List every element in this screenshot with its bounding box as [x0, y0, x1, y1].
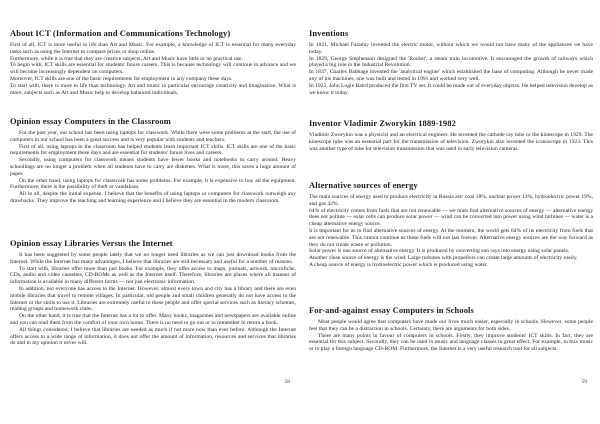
section-about-ict — [10, 29, 296, 96]
paragraph: 64% of electricity comes from fuels that are not renewable — we must find alternative sources of energy — alternative energy does not pollute — solar cells can produce solar power — wind can be converted into power using wind turbines — water is a cheap alternative energy source. — [309, 207, 593, 228]
section-inventor-zworykin — [309, 119, 593, 152]
paragraph: In 1829, George Stephenson designed the 'Rocket', a steam train locomotive. It encouraged the growth of railways which played a big role in the Industrial Revolution. — [309, 55, 593, 69]
paragraph: Solar power is one source of alternative energy. It is produced by converting sun rays into energy using solar panels. — [309, 248, 570, 255]
section-alternative-energy — [309, 181, 593, 269]
section-opinion-computers-classroom — [10, 117, 296, 205]
paragraph: Secondly, using computers for classwork means students have fewer books and notebooks to carry around. Heavy schoolbags are no longer a problem when all students have to carry are diskettes. What is more, this saves a huge amount of paper. — [10, 157, 296, 177]
section-opinion-libraries-internet — [10, 239, 296, 347]
paragraph: Another clean source of energy is the wind. Large turbines with propellors can create large amounts of electricity easily. — [309, 255, 578, 262]
paragraph: Moreover, ICT skills are one of the basic requirements for employment in any company these days. — [10, 75, 233, 82]
page-left — [10, 0, 296, 424]
page-number: 59 — [581, 379, 587, 385]
paragraph: To begin with, ICT skills are essential for students' future careers. This is because technology will continue to advance and we will become increasingly dependent on computers. — [10, 62, 296, 76]
paragraph: Furthermore, while it is true that they are creative subjects, Art and Music have little or no practical use. — [10, 55, 243, 62]
paragraph: All in all, despite the initial expense, I believe that the benefits of using laptops or computers for classwork outweigh any drawbacks. They improve the teaching and learning experience and I believe they are essential in the modern classroom. — [10, 191, 296, 204]
section-heading: Inventions — [309, 28, 349, 38]
paragraph: For the past year, our school has been using laptops for classwork. While there were some problems at the start, the use of computers in our school has been a great success and is very popular with students and teachers. — [10, 130, 296, 143]
paragraph: A cheap source of energy is hydroelectric power which is produced using water. — [309, 261, 488, 268]
paragraph: In 1837, Charles Babbage invented the 'analytical engine' which established the base of computing. Although he never made any of his machines, one was built and tested in 1991 and worked very well. — [309, 69, 593, 82]
paragraph: Most people would agree that computers have made our lives much easier, especially in schools. However, some people feel that they can be a distraction in schools. Certainly, there are arguments for both sides. — [309, 319, 593, 332]
paragraph: There are many points in favour of computers in schools. Firstly, they improve students' ICT skills. In fact, they are essential for this subject. Secondly, they can be used in music and language classes to great effect. For example, to mix music or to play a foreign language CD-ROM. Furthermore, the Internet is a very useful research tool for all subjects. — [309, 332, 593, 353]
paragraph: It is important for us to find alternative sources of energy. At the moment, the world gets 64% of its electricity from fuels that are not renewable. This cannot continue as these fuels will not last forever. Alternative energy sources are the way forward as they do not create waste or pollution. — [309, 227, 593, 248]
page-right — [309, 0, 593, 424]
paragraph: In 1925, John Logie Baird produced the first TV set. It could be made out of everyday objects. He helped television develop as we know it today. — [309, 82, 593, 96]
paragraph: The main sources of energy used to produce electricity in Russia are: coal 18%, nuclear power 13%, hydroelectric power 19%, and gas 42%. — [309, 194, 593, 207]
paragraph: In addition, not everyone has access to the Internet. However, almost every town and city has a library and there are even mobile libraries that travel to remote villages. In particular, old people and small children generally do not have access to the Internet or the skills to use it. Libraries are extremely useful to these people and offer special services such as literacy schemes, reading groups and homework clubs. — [10, 285, 296, 313]
paragraph: On the other hand, using laptops for classwork has some problems. For example, it is expensive to buy all the equipment. Furthermore, there is the possibility of theft or vandalism. — [10, 177, 296, 191]
paragraph: All things considered, I believe that libraries are needed as much if not more now than ever before. Although the Internet offers access to a wide range of information, it does not offer the amount of information, resources and services that libraries do and in my opinion it never will. — [10, 326, 296, 347]
paragraph: Vladimir Zworykin was a physicist and an electrical engineer. He invented the cathode ray tube or the kinescope in 1929. The kinescope tube was an essential part for the transmission of television. Zworykin also invented the iconoscope in 1923. This was another type of tube for television transmission that was used in early television cameras. — [309, 132, 593, 152]
paragraph: In 1821, Michael Faraday invented the electric motor, without which we would not have many of the appliances we have today. — [309, 42, 593, 55]
paragraph: To start with, there is more to life than technology. Art and music in particular encourage creativity and imagination. What is more, subjects such as Art and Music help to develop balanced individuals. — [10, 82, 296, 96]
paragraph: To start with, libraries offer more than just books. For example, they offer access to maps, journals, artwork, microfiche, CDs, audio and video cassettes, CD-ROMs as well as the Internet itself. Therefore, libraries are places where all manner of information is available in many different forms — not just electronic information. — [10, 265, 296, 286]
paragraph: It has been suggested by some people lately that we no longer need libraries as we can just download books from the Internet. While the Internet has many advantages, I believe that libraries are still necessary and useful for a number of reasons. — [10, 252, 296, 265]
section-heading: About ICT (Information and Communications Technology) — [10, 28, 231, 38]
paragraph: On the other hand, it is true that the Internet has a lot to offer. Many books, magazines and newspapers are available online and you can read them from the comfort of your own home. There is no need to go out or to remember to return a book. — [10, 313, 296, 326]
paragraph: First of all, using laptops in the classroom has helped students learn important ICT skills. ICT skills are one of the basic requirements for employment these days and are essential for students' future lives and careers. — [10, 143, 296, 157]
paragraph: First of all, ICT is more useful in life than Art and Music. For example, a knowledge of ICT is essential for many everyday tasks such as using the Internet to compare prices or shop online. — [10, 42, 296, 55]
section-heading: Opinion essay Libraries Versus the Internet — [10, 238, 173, 248]
section-heading: Inventor Vladimir Zworykin 1889-1982 — [309, 118, 456, 128]
page-number: 58 — [284, 379, 290, 385]
section-for-and-against-computers — [309, 306, 593, 353]
section-heading: For-and-against essay Computers in Schools — [309, 305, 474, 315]
section-heading: Alternative sources of energy — [309, 180, 418, 190]
section-inventions — [309, 29, 593, 96]
section-heading: Opinion essay Computers in the Classroom — [10, 116, 171, 126]
